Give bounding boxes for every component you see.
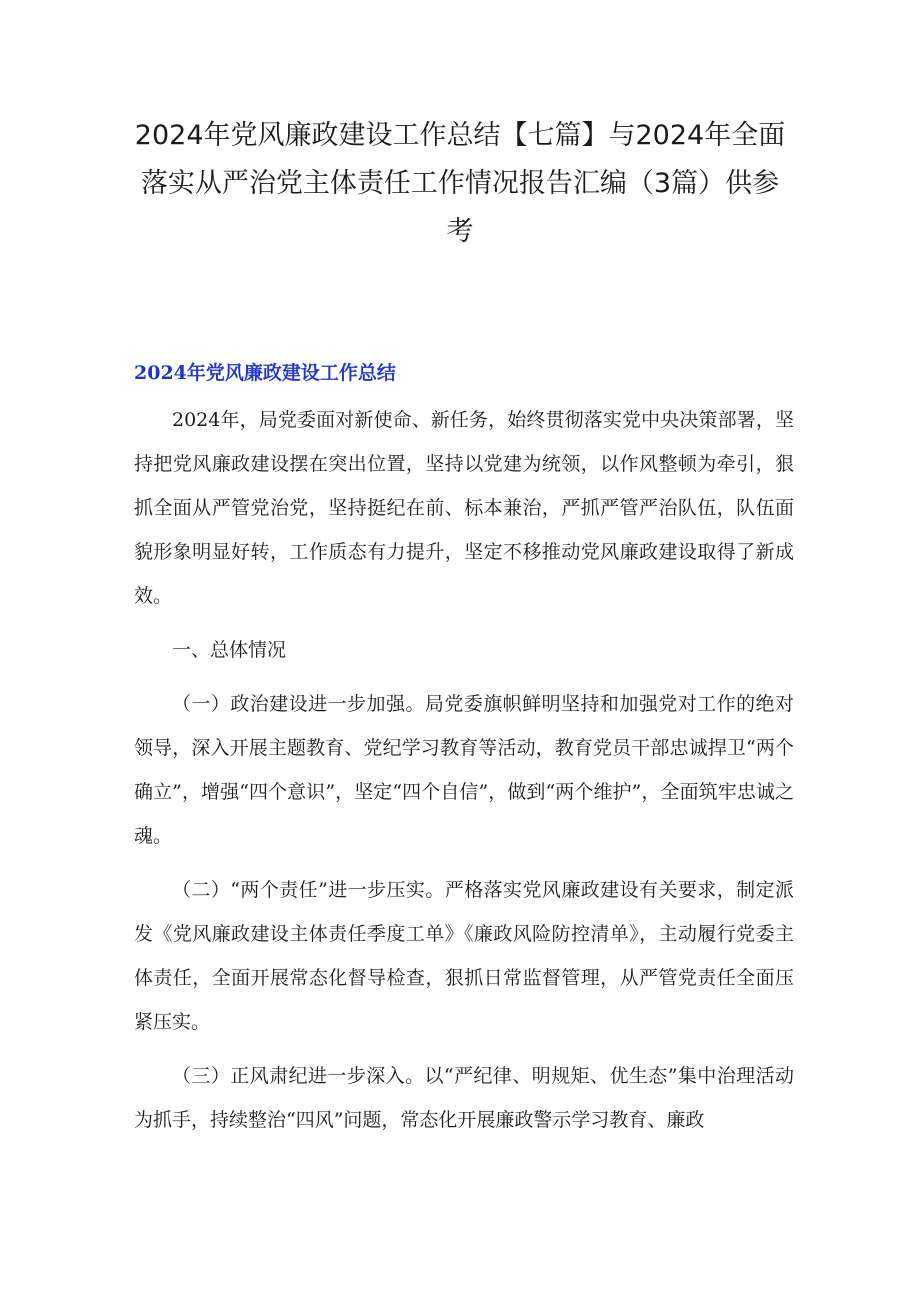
paragraph-political-building: （一）政治建设进一步加强。局党委旗帜鲜明坚持和加强党对工作的绝对领导，深入开展主题教育、党纪学习教育等活动，教育党员干部忠诚捍卫“两个确立”，增强“四个意识”，坚定“四个自信”，做到“两个维护”，全面筑牢忠诚之魂。 [134, 693, 794, 847]
paragraph-two-responsibilities: （二）“两个责任”进一步压实。严格落实党风廉政建设有关要求，制定派发《党风廉政建设主体责任季度工单》《廉政风险防控清单》，主动履行党委主体责任，全面开展常态化督导检查，狠抓日常监督管理，从严管党责任全面压紧压实。 [134, 879, 794, 1033]
document-title: 2024年党风廉政建设工作总结【七篇】与2024年全面落实从严治党主体责任工作情况报告汇编（3篇）供参考 [134, 120, 786, 247]
section-heading: 2024年党风廉政建设工作总结 [134, 362, 396, 384]
paragraph-overview-heading: 一、总体情况 [172, 639, 287, 661]
paragraph-discipline: （三）正风肃纪进一步深入。以“严纪律、明规矩、优生态”集中治理活动为抓手，持续整治“四风”问题，常态化开展廉政警示学习教育、廉政 [134, 1065, 794, 1131]
document-body [134, 398, 794, 1152]
paragraph-intro: 2024年，局党委面对新使命、新任务，始终贯彻落实党中央决策部署，坚持把党风廉政建设摆在突出位置，坚持以党建为统领，以作风整顿为牵引，狠抓全面从严管党治党，坚持挺纪在前、标本兼治，严抓严管严治队伍，队伍面貌形象明显好转，工作质态有力提升，坚定不移推动党风廉政建设取得了新成效。 [134, 409, 794, 607]
